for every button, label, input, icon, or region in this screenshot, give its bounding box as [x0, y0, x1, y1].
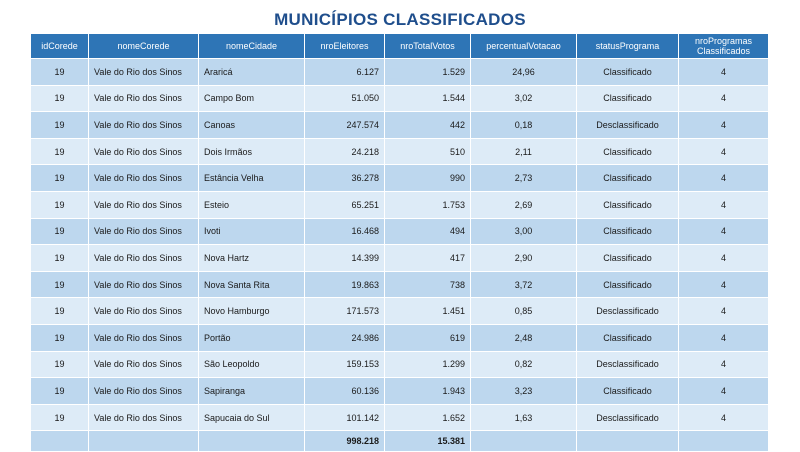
cell-nomecorede: Vale do Rio dos Sinos	[89, 404, 199, 431]
cell-nroprogramas-classificados: 4	[679, 404, 769, 431]
cell-nroeleitores: 6.127	[305, 59, 385, 86]
cell-nrototalvotos: 494	[385, 218, 471, 245]
cell-nomecidade: Sapucaia do Sul	[199, 404, 305, 431]
cell-nroprogramas-classificados: 4	[679, 59, 769, 86]
cell-nomecidade: Canoas	[199, 112, 305, 139]
cell-statusprograma: Classificado	[577, 85, 679, 112]
column-header-nroeleitores: nroEleitores	[305, 34, 385, 59]
cell-nrototalvotos: 1.451	[385, 298, 471, 325]
cell-nomecidade: Nova Hartz	[199, 245, 305, 272]
page-title: MUNICÍPIOS CLASSIFICADOS	[274, 10, 526, 29]
cell-nomecorede: Vale do Rio dos Sinos	[89, 165, 199, 192]
municipios-table	[30, 33, 769, 452]
cell-nomecidade: Dois Irmãos	[199, 138, 305, 165]
cell-statusprograma: Classificado	[577, 59, 679, 86]
cell-percentualvotacao: 3,23	[471, 378, 577, 405]
cell-idcorede: 19	[31, 245, 89, 272]
totals-empty-cell	[679, 431, 769, 452]
cell-idcorede: 19	[31, 404, 89, 431]
cell-nomecidade: Esteio	[199, 191, 305, 218]
cell-percentualvotacao: 2,90	[471, 245, 577, 272]
table-row	[31, 218, 769, 245]
cell-statusprograma: Classificado	[577, 271, 679, 298]
column-header-statusprograma: statusPrograma	[577, 34, 679, 59]
column-header-nrototalvotos: nroTotalVotos	[385, 34, 471, 59]
cell-nroprogramas-classificados: 4	[679, 138, 769, 165]
cell-nroeleitores: 36.278	[305, 165, 385, 192]
cell-nomecorede: Vale do Rio dos Sinos	[89, 59, 199, 86]
cell-idcorede: 19	[31, 378, 89, 405]
cell-percentualvotacao: 2,69	[471, 191, 577, 218]
cell-nomecidade: Campo Bom	[199, 85, 305, 112]
cell-nroeleitores: 51.050	[305, 85, 385, 112]
column-header-nomecidade: nomeCidade	[199, 34, 305, 59]
cell-nomecidade: Portão	[199, 324, 305, 351]
table-row	[31, 298, 769, 325]
cell-nrototalvotos: 1.299	[385, 351, 471, 378]
totals-empty-cell	[577, 431, 679, 452]
cell-nomecidade: Novo Hamburgo	[199, 298, 305, 325]
table-row	[31, 59, 769, 86]
table-row	[31, 404, 769, 431]
cell-idcorede: 19	[31, 298, 89, 325]
cell-statusprograma: Desclassificado	[577, 112, 679, 139]
cell-nroeleitores: 19.863	[305, 271, 385, 298]
cell-nroeleitores: 247.574	[305, 112, 385, 139]
cell-nomecorede: Vale do Rio dos Sinos	[89, 138, 199, 165]
cell-nrototalvotos: 990	[385, 165, 471, 192]
header-row	[31, 34, 769, 59]
cell-percentualvotacao: 2,48	[471, 324, 577, 351]
cell-nomecidade: São Leopoldo	[199, 351, 305, 378]
cell-nroeleitores: 159.153	[305, 351, 385, 378]
cell-nomecidade: Ivoti	[199, 218, 305, 245]
cell-nroeleitores: 14.399	[305, 245, 385, 272]
totals-empty-cell	[199, 431, 305, 452]
cell-percentualvotacao: 1,63	[471, 404, 577, 431]
cell-idcorede: 19	[31, 165, 89, 192]
cell-statusprograma: Classificado	[577, 191, 679, 218]
cell-statusprograma: Desclassificado	[577, 404, 679, 431]
cell-statusprograma: Classificado	[577, 218, 679, 245]
cell-nroprogramas-classificados: 4	[679, 351, 769, 378]
cell-nrototalvotos: 1.753	[385, 191, 471, 218]
cell-nomecorede: Vale do Rio dos Sinos	[89, 378, 199, 405]
totals-empty-cell	[31, 431, 89, 452]
cell-nomecidade: Araricá	[199, 59, 305, 86]
cell-percentualvotacao: 0,82	[471, 351, 577, 378]
cell-nroprogramas-classificados: 4	[679, 271, 769, 298]
cell-nomecorede: Vale do Rio dos Sinos	[89, 85, 199, 112]
cell-nomecorede: Vale do Rio dos Sinos	[89, 271, 199, 298]
column-header-nroprogramas-classificados: nroProgramas Classificados	[679, 34, 769, 59]
totals-empty-cell	[89, 431, 199, 452]
cell-statusprograma: Classificado	[577, 165, 679, 192]
cell-nroeleitores: 16.468	[305, 218, 385, 245]
cell-nomecorede: Vale do Rio dos Sinos	[89, 351, 199, 378]
cell-nomecidade: Sapiranga	[199, 378, 305, 405]
cell-percentualvotacao: 3,72	[471, 271, 577, 298]
cell-nroeleitores: 101.142	[305, 404, 385, 431]
cell-statusprograma: Classificado	[577, 138, 679, 165]
cell-nomecorede: Vale do Rio dos Sinos	[89, 191, 199, 218]
cell-percentualvotacao: 2,73	[471, 165, 577, 192]
cell-nroeleitores: 24.218	[305, 138, 385, 165]
cell-nrototalvotos: 417	[385, 245, 471, 272]
cell-nroprogramas-classificados: 4	[679, 298, 769, 325]
cell-percentualvotacao: 3,00	[471, 218, 577, 245]
cell-nrototalvotos: 510	[385, 138, 471, 165]
cell-statusprograma: Classificado	[577, 324, 679, 351]
table-row	[31, 378, 769, 405]
table-row	[31, 351, 769, 378]
cell-idcorede: 19	[31, 112, 89, 139]
cell-nomecidade: Nova Santa Rita	[199, 271, 305, 298]
table-row	[31, 138, 769, 165]
cell-nroprogramas-classificados: 4	[679, 378, 769, 405]
cell-nroeleitores: 171.573	[305, 298, 385, 325]
cell-nrototalvotos: 1.529	[385, 59, 471, 86]
totals-row	[31, 431, 769, 452]
table-row	[31, 85, 769, 112]
cell-nrototalvotos: 1.544	[385, 85, 471, 112]
cell-nroprogramas-classificados: 4	[679, 245, 769, 272]
table-row	[31, 271, 769, 298]
cell-percentualvotacao: 24,96	[471, 59, 577, 86]
cell-idcorede: 19	[31, 351, 89, 378]
cell-nomecorede: Vale do Rio dos Sinos	[89, 112, 199, 139]
cell-nomecorede: Vale do Rio dos Sinos	[89, 324, 199, 351]
cell-idcorede: 19	[31, 324, 89, 351]
cell-nrototalvotos: 738	[385, 271, 471, 298]
cell-nomecorede: Vale do Rio dos Sinos	[89, 298, 199, 325]
cell-percentualvotacao: 0,18	[471, 112, 577, 139]
cell-idcorede: 19	[31, 271, 89, 298]
cell-nomecorede: Vale do Rio dos Sinos	[89, 218, 199, 245]
cell-nroeleitores: 24.986	[305, 324, 385, 351]
table-row	[31, 112, 769, 139]
cell-nroeleitores: 60.136	[305, 378, 385, 405]
column-header-idcorede: idCorede	[31, 34, 89, 59]
cell-percentualvotacao: 2,11	[471, 138, 577, 165]
cell-nroprogramas-classificados: 4	[679, 191, 769, 218]
cell-idcorede: 19	[31, 138, 89, 165]
cell-percentualvotacao: 3,02	[471, 85, 577, 112]
cell-nrototalvotos: 1.943	[385, 378, 471, 405]
cell-statusprograma: Classificado	[577, 245, 679, 272]
cell-nroprogramas-classificados: 4	[679, 218, 769, 245]
cell-nomecorede: Vale do Rio dos Sinos	[89, 245, 199, 272]
cell-nroprogramas-classificados: 4	[679, 112, 769, 139]
cell-percentualvotacao: 0,85	[471, 298, 577, 325]
cell-nroeleitores: 65.251	[305, 191, 385, 218]
cell-nroprogramas-classificados: 4	[679, 165, 769, 192]
cell-nroprogramas-classificados: 4	[679, 85, 769, 112]
totals-empty-cell	[471, 431, 577, 452]
cell-idcorede: 19	[31, 191, 89, 218]
table-row	[31, 245, 769, 272]
cell-idcorede: 19	[31, 59, 89, 86]
column-header-percentualvotacao: percentualVotacao	[471, 34, 577, 59]
cell-nomecidade: Estância Velha	[199, 165, 305, 192]
table-row	[31, 165, 769, 192]
column-header-nomecorede: nomeCorede	[89, 34, 199, 59]
table-row	[31, 191, 769, 218]
cell-statusprograma: Desclassificado	[577, 298, 679, 325]
total-nrototalvotos: 15.381	[385, 431, 471, 452]
cell-nroprogramas-classificados: 4	[679, 324, 769, 351]
cell-statusprograma: Classificado	[577, 378, 679, 405]
cell-nrototalvotos: 1.652	[385, 404, 471, 431]
table-row	[31, 324, 769, 351]
total-nroeleitores: 998.218	[305, 431, 385, 452]
cell-statusprograma: Desclassificado	[577, 351, 679, 378]
cell-nrototalvotos: 442	[385, 112, 471, 139]
cell-idcorede: 19	[31, 218, 89, 245]
cell-nrototalvotos: 619	[385, 324, 471, 351]
cell-idcorede: 19	[31, 85, 89, 112]
